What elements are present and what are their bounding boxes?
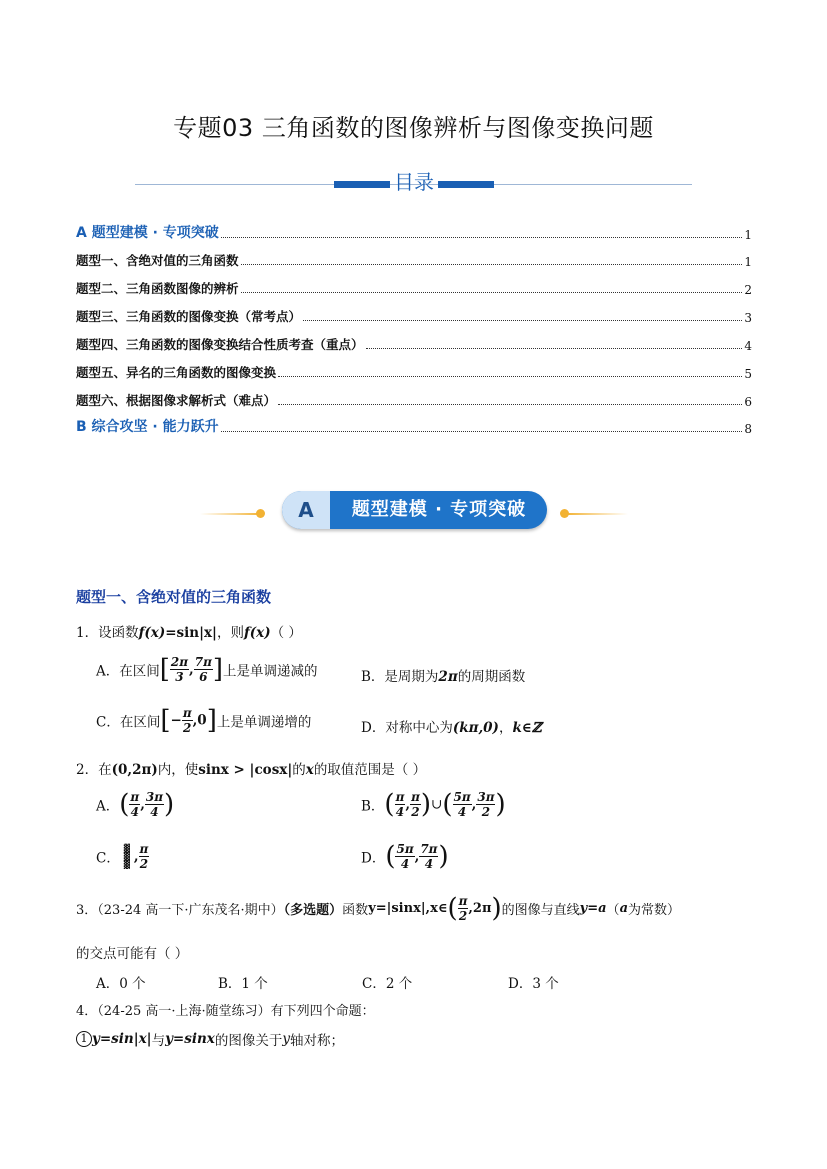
- page-title: 专题03 三角函数的图像辨析与图像变换问题: [173, 114, 654, 142]
- section-banner-letter: A: [282, 491, 330, 529]
- section-heading: 题型一、含绝对值的三角函数: [76, 588, 272, 606]
- toc-entry-page: 6: [744, 395, 752, 409]
- question-2-option-a[interactable]: A．( $\frac{\pi}{4}$ , $\frac{3\pi}{4}$ ): [96, 789, 175, 820]
- toc-entry-page: 4: [744, 339, 752, 353]
- toc-entry[interactable]: [76, 277, 752, 297]
- question-1-stem: 1．设函数f(x)=sin|x|，则f(x)（ ）: [76, 625, 302, 641]
- question-1-option-d[interactable]: D．对称中心为(kπ,0)，k∈ℤ: [361, 720, 542, 736]
- toc-entry-page: 5: [744, 367, 752, 381]
- toc-heading-bar-right: [438, 181, 494, 188]
- banner-line-right: [566, 513, 628, 515]
- toc-heading: 目录: [394, 170, 434, 194]
- question-3-option-d[interactable]: D．3 个: [508, 976, 559, 992]
- toc-entry-page: 1: [744, 255, 752, 269]
- toc-entry[interactable]: [76, 305, 752, 325]
- banner-dot-left: [256, 509, 265, 518]
- garbled-glyph-icon: ▓ ▓ ▓: [123, 843, 130, 869]
- circled-number: 1: [76, 1031, 92, 1047]
- question-4-item-1: 1 y=sin|x|与y=sinx的图像关于y轴对称；: [76, 1029, 344, 1049]
- question-2-option-d[interactable]: D．( $\frac{5\pi}{4}$ , $\frac{7\pi}{4}$ ): [361, 841, 449, 872]
- toc-entry-label: 题型六、根据图像求解析式（难点）: [76, 393, 277, 408]
- toc-entry-label: 题型五、异名的三角函数的图像变换: [76, 365, 277, 380]
- toc-entry[interactable]: [76, 333, 752, 353]
- toc-heading-bar-left: [334, 181, 390, 188]
- toc-entry[interactable]: [76, 249, 752, 269]
- toc-entry-label: 题型一、含绝对值的三角函数: [76, 253, 239, 268]
- toc-entry[interactable]: [76, 416, 752, 436]
- toc-entry-page: 3: [744, 311, 752, 325]
- toc-entry[interactable]: [76, 389, 752, 409]
- question-4-stem: 4．（24-25 高一·上海·随堂练习）有下列四个命题：: [76, 1004, 375, 1019]
- toc-entry-label: 题型三、三角函数的图像变换（常考点）: [76, 309, 302, 324]
- question-2-option-b[interactable]: B．( $\frac{\pi}{4}$ , $\frac{\pi}{2}$ )∪( $\frac{5\pi}{4}$ , $\frac{3\pi}{2}$ ): [361, 789, 506, 820]
- toc-entry-page: 8: [744, 422, 752, 436]
- toc-entry-label: B 综合攻坚 · 能力跃升: [76, 419, 219, 435]
- toc-entry-label: 题型四、三角函数的图像变换结合性质考查（重点）: [76, 337, 364, 352]
- question-3-option-c[interactable]: C．2 个: [362, 976, 413, 992]
- toc-entry-label: 题型二、三角函数图像的辨析: [76, 281, 239, 296]
- question-2-option-c[interactable]: C．▓ ▓ ▓ , $\frac{\pi}{2}$: [96, 842, 149, 871]
- question-1-option-c[interactable]: C．在区间[− $\frac{\pi}{2}$ ,0]上是单调递增的: [96, 705, 312, 736]
- question-1-option-a[interactable]: A．在区间[ $\frac{2\pi}{3}$ , $\frac{7\pi}{6}$ ]上是单调递减的: [96, 654, 318, 685]
- banner-dot-right: [560, 509, 569, 518]
- question-1-option-b[interactable]: B．是周期为2π的周期函数: [361, 669, 526, 685]
- toc-entry-label: A 题型建模 · 专项突破: [76, 225, 219, 241]
- toc-entry-page: 2: [744, 283, 752, 297]
- banner-line-left: [200, 513, 262, 515]
- question-3-option-b[interactable]: B．1 个: [218, 976, 268, 992]
- question-3-option-a[interactable]: A．0 个: [96, 976, 146, 992]
- question-3-stem: 3．（23-24 高一下·广东茂名·期中）（多选题）函数y=|sinx|,x∈( $\frac{\pi}{2}$ ,2π)的图像与直线y=a（a为常数）: [76, 893, 681, 924]
- question-2-stem: 2．在(0,2π)内，使sinx > |cosx|的x的取值范围是（ ）: [76, 762, 427, 778]
- question-3-stem-line2: 的交点可能有（ ）: [76, 946, 189, 962]
- section-banner-title: 题型建模 · 专项突破: [351, 499, 527, 520]
- toc-entry[interactable]: [76, 361, 752, 381]
- toc-entry-page: 1: [744, 228, 752, 242]
- toc-entry[interactable]: [76, 222, 752, 242]
